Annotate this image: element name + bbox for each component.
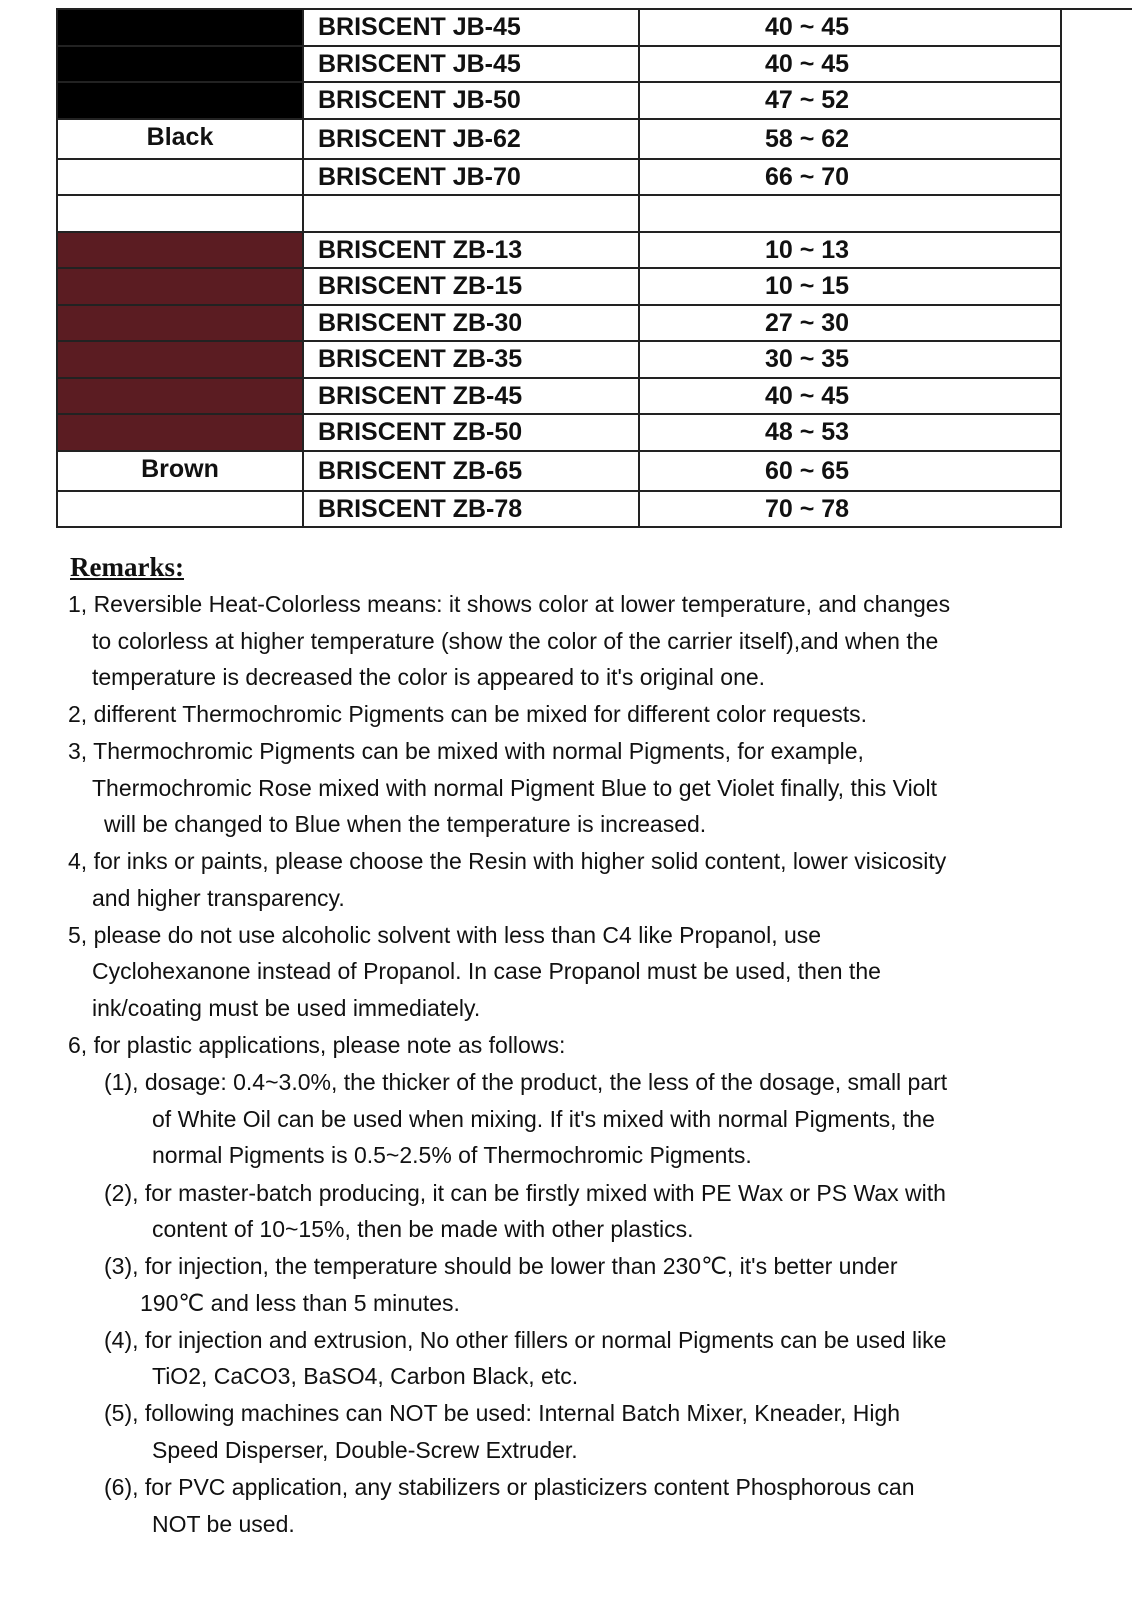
table-row xyxy=(57,9,1061,46)
temperature-range: 40 ~ 45 xyxy=(639,46,1061,83)
product-name: BRISCENT ZB-65 xyxy=(303,451,639,491)
remark-line: will be changed to Blue when the temperature is increased. xyxy=(104,811,707,837)
color-cell xyxy=(57,232,303,269)
remark-line: 3, Thermochromic Pigments can be mixed with normal Pigments, for example, xyxy=(68,738,864,764)
table-row xyxy=(57,46,1061,83)
remarks-title: Remarks: xyxy=(70,552,184,582)
product-name: BRISCENT ZB-50 xyxy=(303,414,639,451)
remark-line: 1, Reversible Heat-Colorless means: it shows color at lower temperature, and changes xyxy=(68,591,951,617)
remark-line: of White Oil can be used when mixing. If it's mixed with normal Pigments, the xyxy=(152,1106,935,1132)
remark-line: Thermochromic Rose mixed with normal Pigment Blue to get Violet finally, this Violt xyxy=(92,775,937,801)
temperature-range: 10 ~ 13 xyxy=(639,232,1061,269)
product-name: BRISCENT ZB-13 xyxy=(303,232,639,269)
table-row xyxy=(57,341,1061,378)
temperature-range: 58 ~ 62 xyxy=(639,119,1061,159)
color-cell xyxy=(57,414,303,451)
table-row xyxy=(57,232,1061,269)
table-row xyxy=(57,82,1061,119)
table-row xyxy=(57,414,1061,451)
table-row xyxy=(57,119,1061,159)
color-cell xyxy=(57,82,303,119)
temperature-range: 10 ~ 15 xyxy=(639,268,1061,305)
remark-line: 6, for plastic applications, please note as follows: xyxy=(68,1032,566,1058)
table-row xyxy=(57,491,1061,528)
temperature-range: 66 ~ 70 xyxy=(639,159,1061,196)
product-name: BRISCENT ZB-35 xyxy=(303,341,639,378)
top-border-line xyxy=(1058,8,1132,10)
temperature-range: 47 ~ 52 xyxy=(639,82,1061,119)
product-name xyxy=(303,195,639,232)
temperature-range: 40 ~ 45 xyxy=(639,9,1061,46)
temperature-range: 30 ~ 35 xyxy=(639,341,1061,378)
remark-line: 4, for inks or paints, please choose the Resin with higher solid content, lower visicosity xyxy=(68,848,947,874)
color-cell xyxy=(57,491,303,528)
product-table xyxy=(56,8,1062,528)
remark-line: TiO2, CaCO3, BaSO4, Carbon Black, etc. xyxy=(152,1363,579,1389)
remark-line: Speed Disperser, Double-Screw Extruder. xyxy=(152,1437,578,1463)
remark-line: (4), for injection and extrusion, No other fillers or normal Pigments can be used like xyxy=(104,1327,947,1353)
product-name: BRISCENT ZB-45 xyxy=(303,378,639,415)
remark-line: 2, different Thermochromic Pigments can be mixed for different color requests. xyxy=(68,701,867,727)
color-cell xyxy=(57,9,303,46)
table-row xyxy=(57,305,1061,342)
table-row xyxy=(57,195,1061,232)
color-cell xyxy=(57,341,303,378)
remark-line: normal Pigments is 0.5~2.5% of Thermochromic Pigments. xyxy=(152,1142,752,1168)
table-row xyxy=(57,378,1061,415)
color-cell xyxy=(57,195,303,232)
remark-line: and higher transparency. xyxy=(92,885,345,911)
remark-line: (6), for PVC application, any stabilizers or plasticizers content Phosphorous can xyxy=(104,1474,915,1500)
remark-line: (2), for master-batch producing, it can be firstly mixed with PE Wax or PS Wax with xyxy=(104,1180,946,1206)
remark-line: ink/coating must be used immediately. xyxy=(92,995,481,1021)
color-cell xyxy=(57,305,303,342)
product-name: BRISCENT JB-70 xyxy=(303,159,639,196)
remark-line: to colorless at higher temperature (show the color of the carrier itself),and when the xyxy=(92,628,939,654)
temperature-range: 60 ~ 65 xyxy=(639,451,1061,491)
remark-line: Cyclohexanone instead of Propanol. In case Propanol must be used, then the xyxy=(92,958,881,984)
temperature-range: 70 ~ 78 xyxy=(639,491,1061,528)
temperature-range xyxy=(639,195,1061,232)
color-cell xyxy=(57,46,303,83)
remark-line: temperature is decreased the color is appeared to it's original one. xyxy=(92,664,766,690)
product-name: BRISCENT JB-45 xyxy=(303,9,639,46)
temperature-range: 27 ~ 30 xyxy=(639,305,1061,342)
remark-line: 5, please do not use alcoholic solvent with less than C4 like Propanol, use xyxy=(68,922,822,948)
temperature-range: 48 ~ 53 xyxy=(639,414,1061,451)
product-name: BRISCENT ZB-30 xyxy=(303,305,639,342)
color-cell xyxy=(57,268,303,305)
remark-line: content of 10~15%, then be made with other plastics. xyxy=(152,1216,694,1242)
table-row xyxy=(57,451,1061,491)
remark-line: (1), dosage: 0.4~3.0%, the thicker of the product, the less of the dosage, small part xyxy=(104,1069,948,1095)
remark-line: (5), following machines can NOT be used: Internal Batch Mixer, Kneader, High xyxy=(104,1400,901,1426)
remark-line: NOT be used. xyxy=(152,1511,295,1537)
color-cell xyxy=(57,159,303,196)
color-cell: Brown xyxy=(57,451,303,491)
color-cell xyxy=(57,378,303,415)
product-name: BRISCENT JB-50 xyxy=(303,82,639,119)
product-name: BRISCENT ZB-15 xyxy=(303,268,639,305)
color-cell: Black xyxy=(57,119,303,159)
product-name: BRISCENT JB-62 xyxy=(303,119,639,159)
product-name: BRISCENT JB-45 xyxy=(303,46,639,83)
table-row xyxy=(57,159,1061,196)
table-row xyxy=(57,268,1061,305)
remark-line: 190℃ and less than 5 minutes. xyxy=(140,1290,460,1316)
product-name: BRISCENT ZB-78 xyxy=(303,491,639,528)
temperature-range: 40 ~ 45 xyxy=(639,378,1061,415)
remark-line: (3), for injection, the temperature should be lower than 230℃, it's better under xyxy=(104,1253,898,1279)
